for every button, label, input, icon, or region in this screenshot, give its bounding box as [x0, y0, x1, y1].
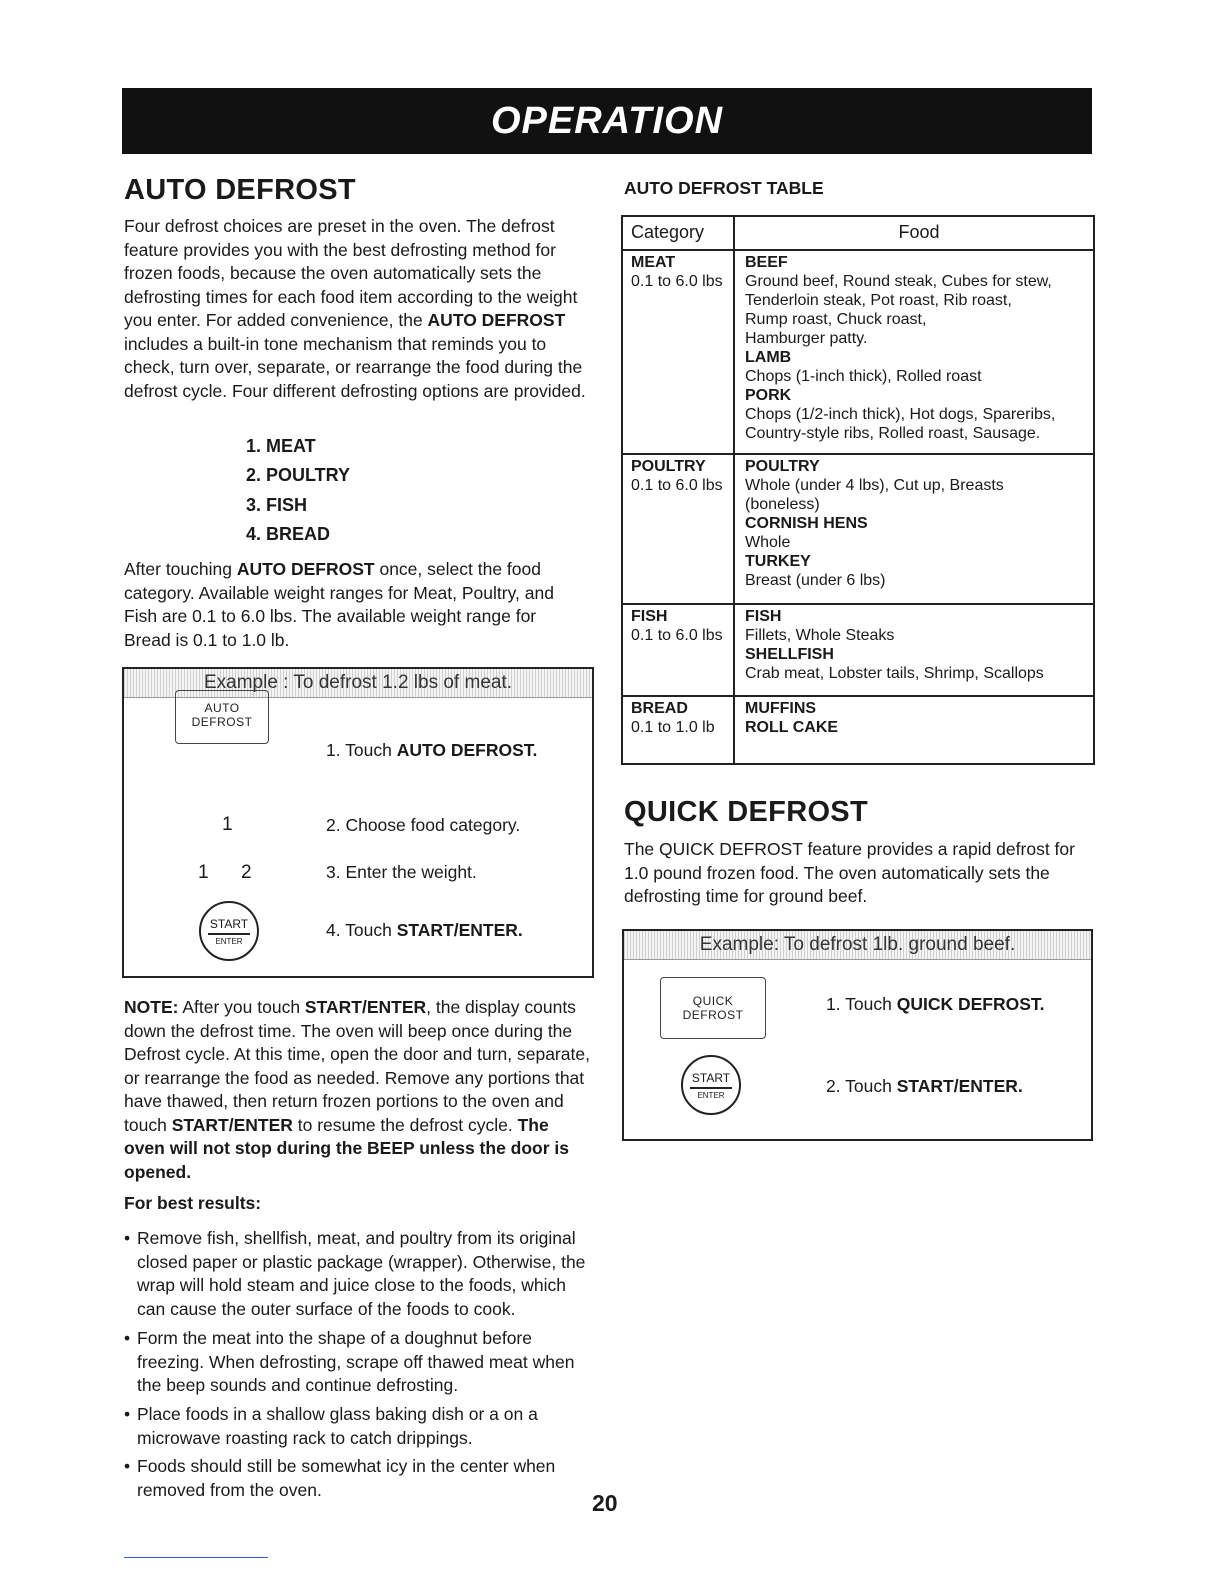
bullet-dot: •	[124, 1228, 131, 1248]
auto-defrost-instructions: After touching AUTO DEFROST once, select the food category. Available weight ranges for Meat, Poultry, and Fish are 0.1 to 6.0 lbs. The available weight range for Bread is 0.1 to 1.0 lb.	[124, 559, 554, 650]
key-label-enter: ENTER	[697, 1091, 725, 1100]
table-row-bread	[623, 697, 1093, 763]
key-label-defrost: DEFROST	[682, 1008, 744, 1022]
key-label-start: START	[691, 1071, 731, 1085]
start-enter-key[interactable]	[681, 1055, 741, 1115]
food-cell: FISH Fillets, Whole Steaks SHELLFISH Crab meat, Lobster tails, Shrimp, Scallops	[745, 608, 1044, 682]
option-meat: 1. MEAT	[246, 436, 316, 456]
note-paragraph: NOTE: After you touch START/ENTER, the display counts down the defrost time. The oven will beep once during the Defrost cycle. At this time, open the door and turn, separate, or rearrange the food as needed. Remove any portions that have thawed, then return frozen portions to the oven and touch START/ENTER to resume the defrost cycle. The oven will not stop during the BEEP unless the door is opened.	[124, 997, 590, 1182]
food-cell: BEEF Ground beef, Round steak, Cubes for stew, Tenderloin steak, Pot roast, Rib roast, Rump roast, Chuck roast, Hamburger patty. LAMB Chops (1-inch thick), Rolled roast PORK Chops (1/2-inch thick), Hot dogs, Spareribs, Country-style ribs, Rolled roast, Sausage.	[745, 254, 1056, 442]
table-title: AUTO DEFROST TABLE	[624, 178, 824, 198]
footer-rule	[124, 1557, 268, 1558]
food-cell: POULTRY Whole (under 4 lbs), Cut up, Breasts (boneless) CORNISH HENS Whole TURKEY Breast (under 6 lbs)	[745, 458, 1004, 589]
number-key-1[interactable]: 1	[222, 814, 233, 835]
step-1: 1. Touch AUTO DEFROST.	[326, 740, 538, 760]
quick-defrost-title: QUICK DEFROST	[624, 796, 868, 828]
table-row-poultry	[623, 455, 1093, 605]
header-category: Category	[623, 217, 735, 249]
option-bread: 4. BREAD	[246, 524, 331, 544]
key-divider	[690, 1087, 732, 1089]
best-result-item: • Foods should still be somewhat icy in the center when removed from the oven.	[124, 1456, 556, 1500]
number-key-1[interactable]: 1	[198, 862, 209, 883]
bullet-dot: •	[124, 1328, 131, 1348]
table-row-meat	[623, 251, 1093, 455]
bullet-dot: •	[124, 1456, 131, 1476]
key-divider	[208, 933, 250, 935]
best-result-item: • Form the meat into the shape of a doughnut before freezing. When defrosting, scrape off thawed meat when the beep sounds and continue defrosting.	[124, 1328, 575, 1395]
best-results-title: For best results:	[124, 1193, 262, 1213]
page-number: 20	[592, 1490, 618, 1516]
category-cell: MEAT 0.1 to 6.0 lbs	[623, 251, 735, 453]
best-result-item: • Remove fish, shellfish, meat, and poultry from its original closed paper or plastic package (wrapper). Otherwise, the wrap will hold steam and juice close to the foods, which can cause the outer surface of the foods to cook.	[124, 1228, 586, 1319]
table-row-fish	[623, 605, 1093, 697]
example-header: Example: To defrost 1lb. ground beef.	[624, 931, 1091, 960]
table-header-row	[623, 217, 1093, 251]
quick-step-2: 2. Touch START/ENTER.	[826, 1076, 1023, 1096]
example-header: Example : To defrost 1.2 lbs of meat.	[124, 669, 592, 698]
key-label-defrost: DEFROST	[191, 715, 253, 729]
page-banner: OPERATION	[122, 88, 1092, 154]
auto-defrost-intro: Four defrost choices are preset in the oven. The defrost feature provides you with the best defrosting method for frozen foods, because the oven automatically sets the defrosting times for each food item according to the weight you enter. For added convenience, the AUTO DEFROST includes a built-in tone mechanism that reminds you to check, turn over, separate, or rearrange the food during the defrost cycle. Four different defrosting options are provided.	[124, 216, 586, 401]
auto-defrost-table	[621, 215, 1095, 765]
category-cell: BREAD 0.1 to 1.0 lb	[623, 697, 735, 763]
auto-defrost-title: AUTO DEFROST	[124, 174, 356, 206]
bullet-dot: •	[124, 1404, 131, 1424]
quick-defrost-intro: The QUICK DEFROST feature provides a rapid defrost for 1.0 pound frozen food. The oven automatically sets the defrosting time for ground beef.	[624, 839, 1075, 906]
auto-defrost-key[interactable]	[175, 690, 269, 744]
category-cell: POULTRY 0.1 to 6.0 lbs	[623, 455, 735, 603]
option-fish: 3. FISH	[246, 495, 308, 515]
header-food: Food	[898, 222, 940, 242]
key-label-enter: ENTER	[215, 937, 243, 946]
food-cell: MUFFINS ROLL CAKE	[745, 700, 839, 736]
step-4: 4. Touch START/ENTER.	[326, 920, 523, 940]
step-2: 2. Choose food category.	[326, 815, 521, 835]
step-3: 3. Enter the weight.	[326, 862, 477, 882]
key-label-auto: AUTO	[204, 701, 240, 715]
option-poultry: 2. POULTRY	[246, 465, 351, 485]
number-key-2[interactable]: 2	[241, 862, 252, 883]
best-result-item: • Place foods in a shallow glass baking dish or a on a microwave roasting rack to catch drippings.	[124, 1404, 538, 1448]
start-enter-key[interactable]	[199, 901, 259, 961]
category-cell: FISH 0.1 to 6.0 lbs	[623, 605, 735, 695]
quick-defrost-key[interactable]	[660, 977, 766, 1039]
key-label-start: START	[209, 917, 249, 931]
quick-step-1: 1. Touch QUICK DEFROST.	[826, 994, 1045, 1014]
key-label-quick: QUICK	[692, 994, 734, 1008]
